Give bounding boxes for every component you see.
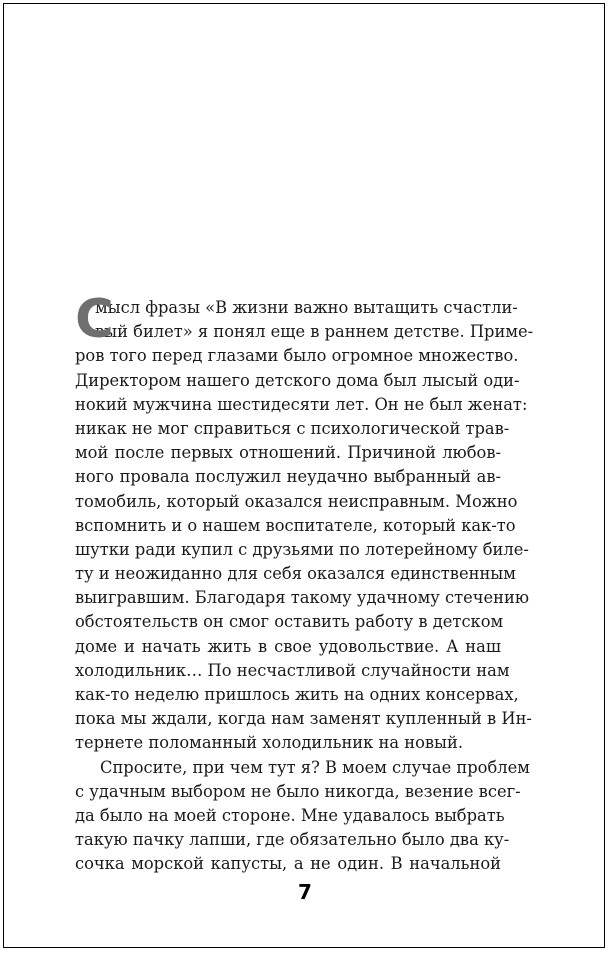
text-line: ту и неожиданно для себя оказался единственным [75, 564, 516, 584]
text-line: ного провала послужил неудачно выбранный ав- [75, 467, 501, 487]
text-line: с удачным выбором не было никогда, везение всег- [75, 781, 521, 801]
text-line: доме и начать жить в свое удовольствие. А наш [75, 636, 501, 656]
text-line: вспомнить и о нашем воспитателе, который как-то [75, 515, 516, 535]
text-line: мысл фразы «В жизни важно вытащить счастли- [95, 298, 518, 317]
text-line: Спросите, при чем тут я? В моем случае проблем [100, 757, 530, 777]
text-line: ров того перед глазами было огромное множество. [75, 346, 519, 366]
paragraph-2 [75, 756, 530, 877]
text-line: мой после первых отношений. Причиной любов- [75, 443, 501, 463]
text-line: никак не мог справиться с психологической трав- [75, 418, 510, 438]
text-line: да было на моей стороне. Мне удавалось выбрать [75, 805, 505, 825]
text-line: томобиль, который оказался неисправным. Можно [75, 491, 518, 511]
text-line: вый билет» я понял еще в раннем детстве. Приме- [95, 322, 534, 342]
text-line: сочка морской капусты, а не один. В начальной [75, 854, 501, 874]
text-line: как-то неделю пришлось жить на одних консервах, [75, 685, 519, 704]
text-line: тернете поломанный холодильник на новый. [75, 733, 464, 753]
paragraph-1 [75, 289, 534, 756]
text-line: холодильник… По несчастливой случайности нам [75, 660, 510, 680]
drop-cap: С [75, 289, 114, 350]
text-line: такую пачку лапши, где обязательно было два ку- [75, 830, 510, 850]
body-text [75, 289, 534, 877]
text-line: пока мы ждали, когда нам заменят купленный в Ин- [75, 709, 532, 729]
text-line: обстоятельств он смог оставить работу в детском [75, 612, 504, 632]
text-line: нокий мужчина шестидесяти лет. Он не был женат: [75, 394, 528, 414]
text-line: выигравшим. Благодаря такому удачному стечению [75, 588, 530, 608]
page-number: 7 [298, 880, 312, 904]
text-line: шутки ради купил с друзьями по лотерейному биле- [75, 539, 529, 559]
text-line: Директором нашего детского дома был лысый оди- [75, 370, 520, 390]
